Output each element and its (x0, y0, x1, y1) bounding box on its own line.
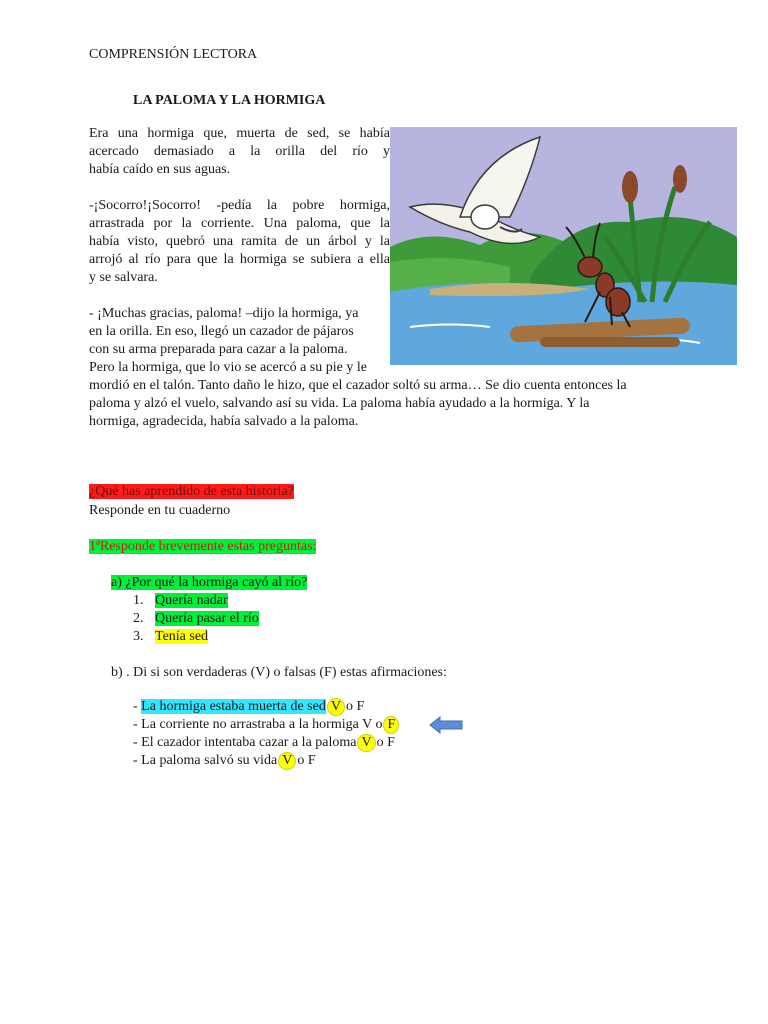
question-b: b) . Di si son verdaderas (V) o falsas (F) estas afirmaciones: (111, 665, 447, 680)
answer-f: F (356, 699, 365, 714)
question-heading (89, 483, 294, 501)
question-a (111, 574, 307, 592)
question-heading-text: ¿Qué has aprendido de esta historia? (89, 484, 294, 499)
statement-dash: - (133, 753, 138, 768)
statement-text: El cazador intentaba cazar a la paloma (141, 735, 357, 750)
story-line: -¡Socorro!¡Socorro! -pedía la pobre hormiga, (89, 198, 390, 213)
statement-dash: - (133, 717, 138, 732)
statement-4 (133, 752, 316, 770)
statement-3 (133, 734, 395, 752)
story-line: y se salvara. (89, 270, 158, 285)
story-line: arrojó al río para que la hormiga se subiera a ella (89, 252, 390, 267)
answer-v-circled: V (357, 734, 375, 752)
statement-dash: - (133, 735, 138, 750)
answer-f: F (307, 753, 316, 768)
section-1-text: 1ªResponde brevemente estas preguntas: (89, 539, 317, 554)
statement-or: o (376, 735, 384, 750)
question-a-text: a) ¿Por qué la hormiga cayó al río? (111, 575, 308, 590)
story-line: en la orilla. En eso, llegó un cazador de pájaros (89, 324, 354, 339)
answer-f: F (387, 735, 395, 750)
story-line: con su arma preparada para cazar a la paloma. (89, 342, 348, 357)
story-line: había caído en sus aguas. (89, 162, 231, 177)
answer-v: V (362, 717, 372, 732)
statement-dash: - (133, 699, 138, 714)
option-3 (133, 628, 208, 646)
option-number: 2. (133, 611, 144, 626)
option-1 (133, 592, 228, 610)
instruction: Responde en tu cuaderno (89, 503, 231, 518)
story-paragraph-2 (89, 197, 390, 287)
statement-text: La paloma salvó su vida (141, 753, 278, 768)
story-paragraph-1 (89, 125, 390, 179)
story-line: mordió en el talón. Tanto daño le hizo, que el cazador soltó su arma… Se dio cuenta entonces la (89, 378, 627, 393)
left-arrow-icon (428, 715, 464, 735)
story-line: arrastrada por la corriente. Una paloma, que la (89, 216, 390, 231)
document-header: COMPRENSIÓN LECTORA (89, 47, 258, 62)
answer-v-circled: V (278, 752, 296, 770)
story-line: Pero la hormiga, que lo vio se acercó a su pie y le (89, 360, 367, 375)
story-line: acercado demasiado a la orilla del río y (89, 144, 390, 159)
option-2 (133, 610, 259, 628)
option-text: Quería nadar (155, 593, 228, 608)
section-1-heading (89, 538, 316, 556)
option-number: 3. (133, 629, 144, 644)
answer-f-circled: F (383, 716, 399, 734)
statement-or: o (375, 717, 383, 732)
statement-2 (133, 716, 400, 734)
statement-or: o (297, 753, 305, 768)
statement-text: La corriente no arrastraba a la hormiga (141, 717, 359, 732)
option-text: Tenía sed (155, 629, 209, 644)
story-line: paloma y alzó el vuelo, salvando así su vida. La paloma había ayudado a la hormiga. Y la (89, 396, 590, 411)
option-number: 1. (133, 593, 144, 608)
statement-text: La hormiga estaba muerta de sed (141, 699, 326, 714)
story-line: había visto, quebró una ramita de un árbol y la (89, 234, 390, 249)
statement-1 (133, 698, 364, 716)
story-line: Era una hormiga que, muerta de sed, se había (89, 126, 390, 141)
answer-v-circled: V (327, 698, 345, 716)
dove-and-ant-illustration (390, 127, 737, 365)
option-text: Quería pasar el río (155, 611, 259, 626)
story-line: hormiga, agradecida, había salvado a la paloma. (89, 414, 359, 429)
story-title: LA PALOMA Y LA HORMIGA (133, 93, 326, 108)
statement-or: o (345, 699, 353, 714)
story-line: - ¡Muchas gracias, paloma! –dijo la hormiga, ya (89, 306, 359, 321)
